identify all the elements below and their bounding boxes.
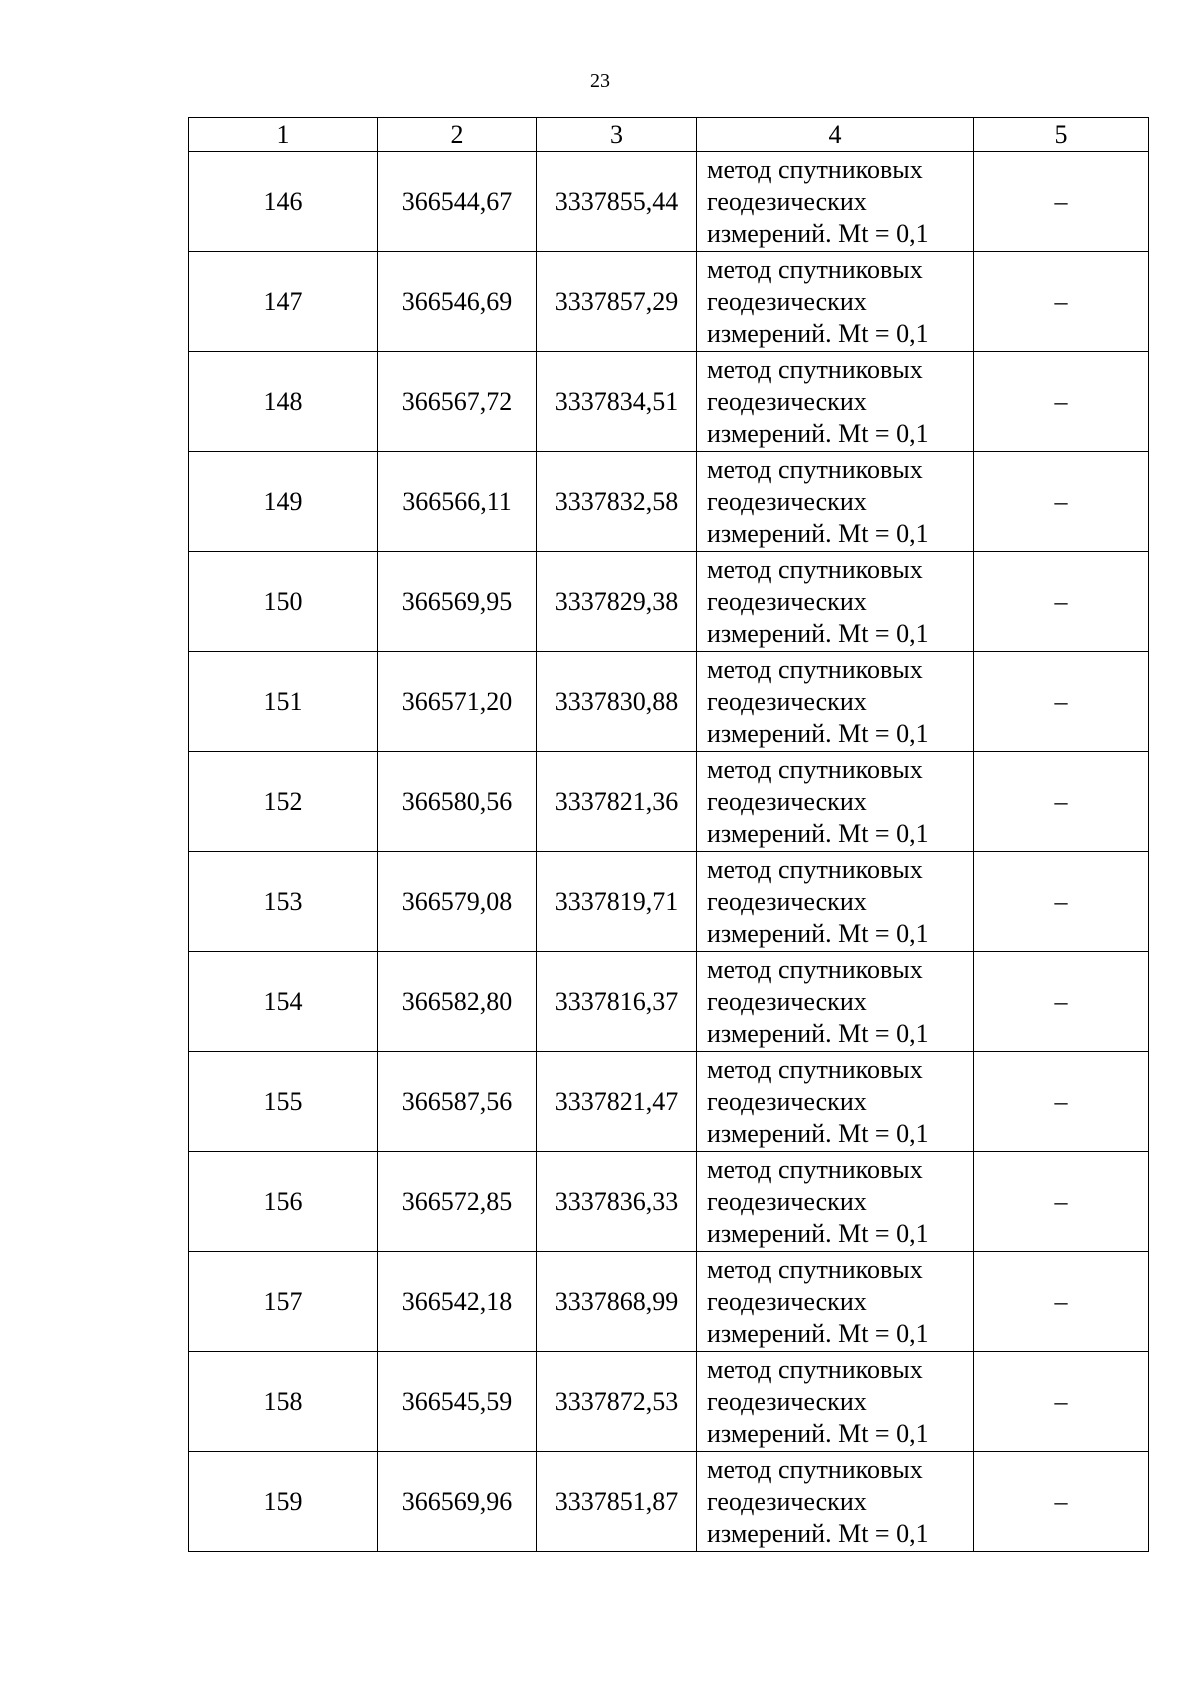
note-cell: – (974, 1352, 1149, 1452)
note-cell: – (974, 152, 1149, 252)
header-col-2: 2 (378, 118, 537, 152)
method-cell (697, 552, 974, 652)
method-line: измерений. Mt = 0,1 (707, 1518, 929, 1548)
table-row (189, 152, 1149, 252)
point-number-cell: 157 (189, 1252, 378, 1352)
method-line: метод спутниковых (707, 254, 923, 284)
method-line: измерений. Mt = 0,1 (707, 918, 929, 948)
method-line: метод спутниковых (707, 754, 923, 784)
method-line: геодезических (707, 1386, 867, 1416)
header-col-3: 3 (537, 118, 697, 152)
method-line: метод спутниковых (707, 854, 923, 884)
note-cell: – (974, 952, 1149, 1052)
note-cell: – (974, 452, 1149, 552)
method-line: геодезических (707, 386, 867, 416)
y-coordinate-cell: 3337872,53 (537, 1352, 697, 1452)
method-cell (697, 252, 974, 352)
y-coordinate-cell: 3337821,36 (537, 752, 697, 852)
header-row (189, 118, 1149, 152)
table-row (189, 852, 1149, 952)
y-coordinate-cell: 3337851,87 (537, 1452, 697, 1552)
method-cell (697, 952, 974, 1052)
note-cell: – (974, 852, 1149, 952)
method-line: геодезических (707, 286, 867, 316)
method-line: измерений. Mt = 0,1 (707, 1118, 929, 1148)
note-cell: – (974, 352, 1149, 452)
point-number-cell: 154 (189, 952, 378, 1052)
method-line: измерений. Mt = 0,1 (707, 318, 929, 348)
x-coordinate-cell: 366582,80 (378, 952, 537, 1052)
method-line: метод спутниковых (707, 1154, 923, 1184)
table-body (189, 152, 1149, 1552)
point-number-cell: 148 (189, 352, 378, 452)
method-cell (697, 1052, 974, 1152)
method-line: измерений. Mt = 0,1 (707, 218, 929, 248)
x-coordinate-cell: 366579,08 (378, 852, 537, 952)
table-row (189, 652, 1149, 752)
method-line: геодезических (707, 486, 867, 516)
coordinates-table (188, 117, 1149, 1552)
table-row (189, 1452, 1149, 1552)
point-number-cell: 149 (189, 452, 378, 552)
method-line: измерений. Mt = 0,1 (707, 618, 929, 648)
note-cell: – (974, 1152, 1149, 1252)
y-coordinate-cell: 3337836,33 (537, 1152, 697, 1252)
method-line: метод спутниковых (707, 954, 923, 984)
x-coordinate-cell: 366572,85 (378, 1152, 537, 1252)
table-row (189, 1252, 1149, 1352)
y-coordinate-cell: 3337819,71 (537, 852, 697, 952)
method-line: геодезических (707, 186, 867, 216)
point-number-cell: 152 (189, 752, 378, 852)
y-coordinate-cell: 3337830,88 (537, 652, 697, 752)
method-line: геодезических (707, 586, 867, 616)
method-line: измерений. Mt = 0,1 (707, 1418, 929, 1448)
header-col-4: 4 (697, 118, 974, 152)
method-line: геодезических (707, 1486, 867, 1516)
table-row (189, 552, 1149, 652)
note-cell: – (974, 1052, 1149, 1152)
method-line: метод спутниковых (707, 1454, 923, 1484)
method-line: измерений. Mt = 0,1 (707, 1218, 929, 1248)
x-coordinate-cell: 366571,20 (378, 652, 537, 752)
point-number-cell: 151 (189, 652, 378, 752)
x-coordinate-cell: 366546,69 (378, 252, 537, 352)
x-coordinate-cell: 366569,96 (378, 1452, 537, 1552)
header-col-5: 5 (974, 118, 1149, 152)
note-cell: – (974, 1452, 1149, 1552)
method-line: геодезических (707, 686, 867, 716)
method-line: метод спутниковых (707, 354, 923, 384)
x-coordinate-cell: 366587,56 (378, 1052, 537, 1152)
method-line: измерений. Mt = 0,1 (707, 818, 929, 848)
method-line: измерений. Mt = 0,1 (707, 1318, 929, 1348)
point-number-cell: 146 (189, 152, 378, 252)
method-line: геодезических (707, 1086, 867, 1116)
method-cell (697, 452, 974, 552)
table-row (189, 452, 1149, 552)
point-number-cell: 150 (189, 552, 378, 652)
method-line: метод спутниковых (707, 454, 923, 484)
point-number-cell: 155 (189, 1052, 378, 1152)
method-line: геодезических (707, 886, 867, 916)
point-number-cell: 159 (189, 1452, 378, 1552)
table-row (189, 1152, 1149, 1252)
method-line: геодезических (707, 1286, 867, 1316)
table-row (189, 752, 1149, 852)
method-line: измерений. Mt = 0,1 (707, 718, 929, 748)
page-number: 23 (590, 70, 610, 92)
method-cell (697, 752, 974, 852)
point-number-cell: 158 (189, 1352, 378, 1452)
method-cell (697, 352, 974, 452)
table-row (189, 1052, 1149, 1152)
y-coordinate-cell: 3337868,99 (537, 1252, 697, 1352)
method-cell (697, 1252, 974, 1352)
x-coordinate-cell: 366566,11 (378, 452, 537, 552)
x-coordinate-cell: 366542,18 (378, 1252, 537, 1352)
table-row (189, 252, 1149, 352)
method-line: геодезических (707, 986, 867, 1016)
table-row (189, 352, 1149, 452)
method-line: метод спутниковых (707, 1354, 923, 1384)
method-cell (697, 152, 974, 252)
method-cell (697, 1352, 974, 1452)
method-cell (697, 1452, 974, 1552)
method-line: геодезических (707, 1186, 867, 1216)
method-line: метод спутниковых (707, 654, 923, 684)
y-coordinate-cell: 3337829,38 (537, 552, 697, 652)
point-number-cell: 156 (189, 1152, 378, 1252)
x-coordinate-cell: 366580,56 (378, 752, 537, 852)
method-line: измерений. Mt = 0,1 (707, 518, 929, 548)
y-coordinate-cell: 3337857,29 (537, 252, 697, 352)
note-cell: – (974, 552, 1149, 652)
header-col-1: 1 (189, 118, 378, 152)
method-line: геодезических (707, 786, 867, 816)
x-coordinate-cell: 366545,59 (378, 1352, 537, 1452)
x-coordinate-cell: 366544,67 (378, 152, 537, 252)
x-coordinate-cell: 366567,72 (378, 352, 537, 452)
method-line: измерений. Mt = 0,1 (707, 418, 929, 448)
y-coordinate-cell: 3337816,37 (537, 952, 697, 1052)
method-line: измерений. Mt = 0,1 (707, 1018, 929, 1048)
point-number-cell: 153 (189, 852, 378, 952)
table-header (189, 118, 1149, 152)
point-number-cell: 147 (189, 252, 378, 352)
y-coordinate-cell: 3337855,44 (537, 152, 697, 252)
method-line: метод спутниковых (707, 1254, 923, 1284)
note-cell: – (974, 652, 1149, 752)
method-cell (697, 1152, 974, 1252)
x-coordinate-cell: 366569,95 (378, 552, 537, 652)
y-coordinate-cell: 3337832,58 (537, 452, 697, 552)
note-cell: – (974, 252, 1149, 352)
method-cell (697, 852, 974, 952)
method-cell (697, 652, 974, 752)
method-line: метод спутниковых (707, 554, 923, 584)
note-cell: – (974, 752, 1149, 852)
note-cell: – (974, 1252, 1149, 1352)
y-coordinate-cell: 3337834,51 (537, 352, 697, 452)
method-line: метод спутниковых (707, 1054, 923, 1084)
table-row (189, 952, 1149, 1052)
method-line: метод спутниковых (707, 154, 923, 184)
y-coordinate-cell: 3337821,47 (537, 1052, 697, 1152)
table-row (189, 1352, 1149, 1452)
